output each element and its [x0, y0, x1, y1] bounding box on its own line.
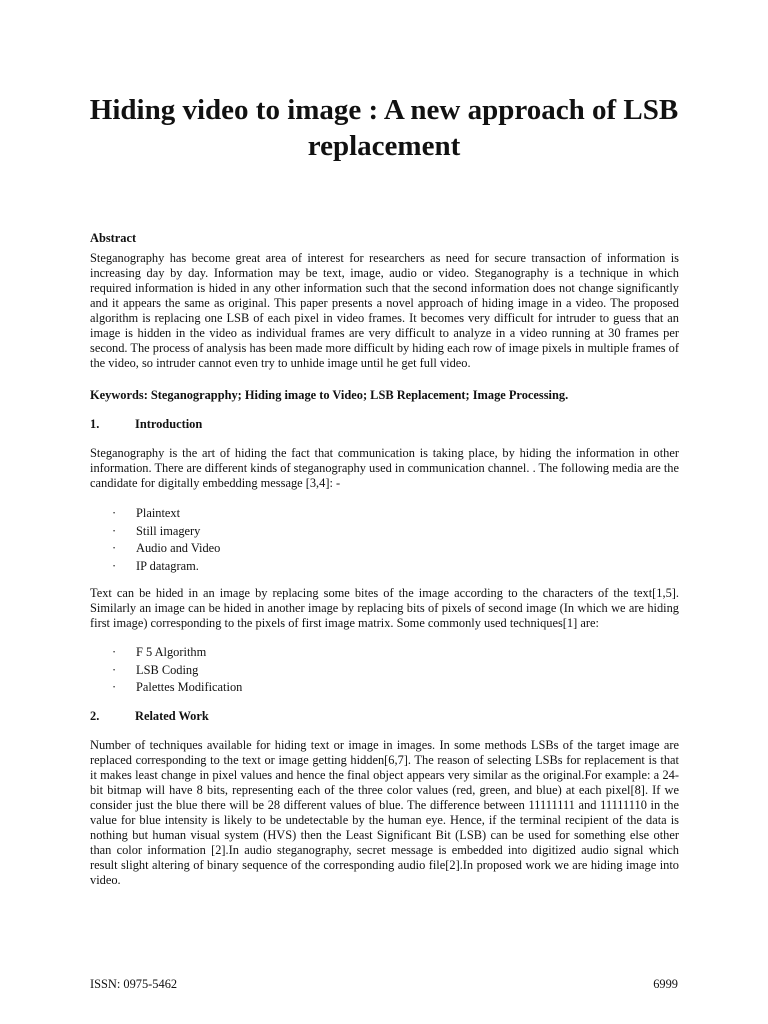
media-list: [112, 505, 220, 575]
footer-issn: ISSN: 0975-5462: [90, 977, 178, 991]
list-item: · F 5 Algorithm: [112, 644, 242, 662]
bullet-icon: ·: [112, 523, 117, 538]
bullet-icon: ·: [112, 680, 117, 694]
bullet-icon: ·: [112, 558, 117, 573]
list-item: · LSB Coding: [112, 662, 242, 680]
bullet-icon: ·: [112, 506, 117, 520]
footer-page-number: 6999: [653, 977, 678, 991]
keywords: Keywords: Steganograpphy; Hiding image to Video; LSB Replacement; Image Processing.: [90, 388, 569, 402]
paper-title: Hiding video to image : A new approach of LSB replacement: [89, 94, 679, 162]
section-heading-introduction: [90, 417, 202, 432]
abstract-text: Steganography has become great area of interest for researchers as need for secure transaction of information is increasing day by day. Information may be text, image, audio or video. Steganography is a technique in which required information is hided in any other information such that the second information does not change significantly and it appears the same as original. This paper presents a novel approach of hiding image in a video. The proposed algorithm is replacing one LSB of each pixel in video frames. It becomes very difficult for intruder to guess that an image is hidden in the video as individual frames are very difficult to analyze in a video running at 30 frames per second. The process of analysis has been made more difficult by hiding each row of image pixels in multiple frames of the video, so intruder cannot even try to unhide image until he get full video.: [90, 251, 679, 370]
section-heading-related-work: [90, 709, 209, 724]
bullet-icon: ·: [112, 541, 117, 555]
bullet-icon: ·: [112, 645, 117, 659]
list-item: · Still imagery: [112, 523, 220, 541]
list-item: · IP datagram.: [112, 558, 220, 576]
introduction-paragraph-1: Steganography is the art of hiding the fact that communication is taking place, by hiding the information in other information. There are different kinds of steganography used in communication channel. . The following media are the candidate for digitally embedding message [3,4]: -: [90, 446, 679, 490]
techniques-list: [112, 644, 242, 697]
bullet-icon: ·: [112, 662, 117, 677]
section-title: Related Work: [135, 709, 209, 723]
list-item: · Plaintext: [112, 505, 220, 523]
related-work-paragraph: Number of techniques available for hiding text or image in images. In some methods LSBs of the target image are replaced corresponding to the text or image getting hidden[6,7]. The reason of selecting LSBs for replacement is that it makes least change in pixel values and hence the final object appears very similar as the original.For example: a 24-bit bitmap will have 8 bits, representing each of the three color values (red, green, and blue) at each pixel[8]. If we consider just the blue there will be 28 different values of blue. The difference between 11111111 and 11111110 in the value for blue intensity is likely to be undetectable by the human eye. Hence, if the terminal recipient of the data is nothing but human visual system (HVS) then the Least Significant Bit (LSB) can be used for something else other than color information [2].In audio steganography, secret message is embedded into digitized audio signal which result slight altering of binary sequence of the corresponding audio file[2].In proposed work we are hiding image into video.: [90, 738, 679, 887]
section-number: 2.: [90, 709, 100, 723]
abstract-heading: Abstract: [90, 231, 137, 245]
section-title: Introduction: [135, 417, 203, 431]
introduction-paragraph-2: Text can be hided in an image by replacing some bites of the image according to the characters of the text[1,5]. Similarly an image can be hided in another image by replacing bits of pixels of second image (In which we are hiding first image) corresponding to the pixels of first image matrix. Some commonly used techniques[1] are:: [90, 586, 679, 630]
section-number: 1.: [90, 417, 100, 431]
list-item: · Audio and Video: [112, 540, 220, 558]
list-item: · Palettes Modification: [112, 679, 242, 697]
